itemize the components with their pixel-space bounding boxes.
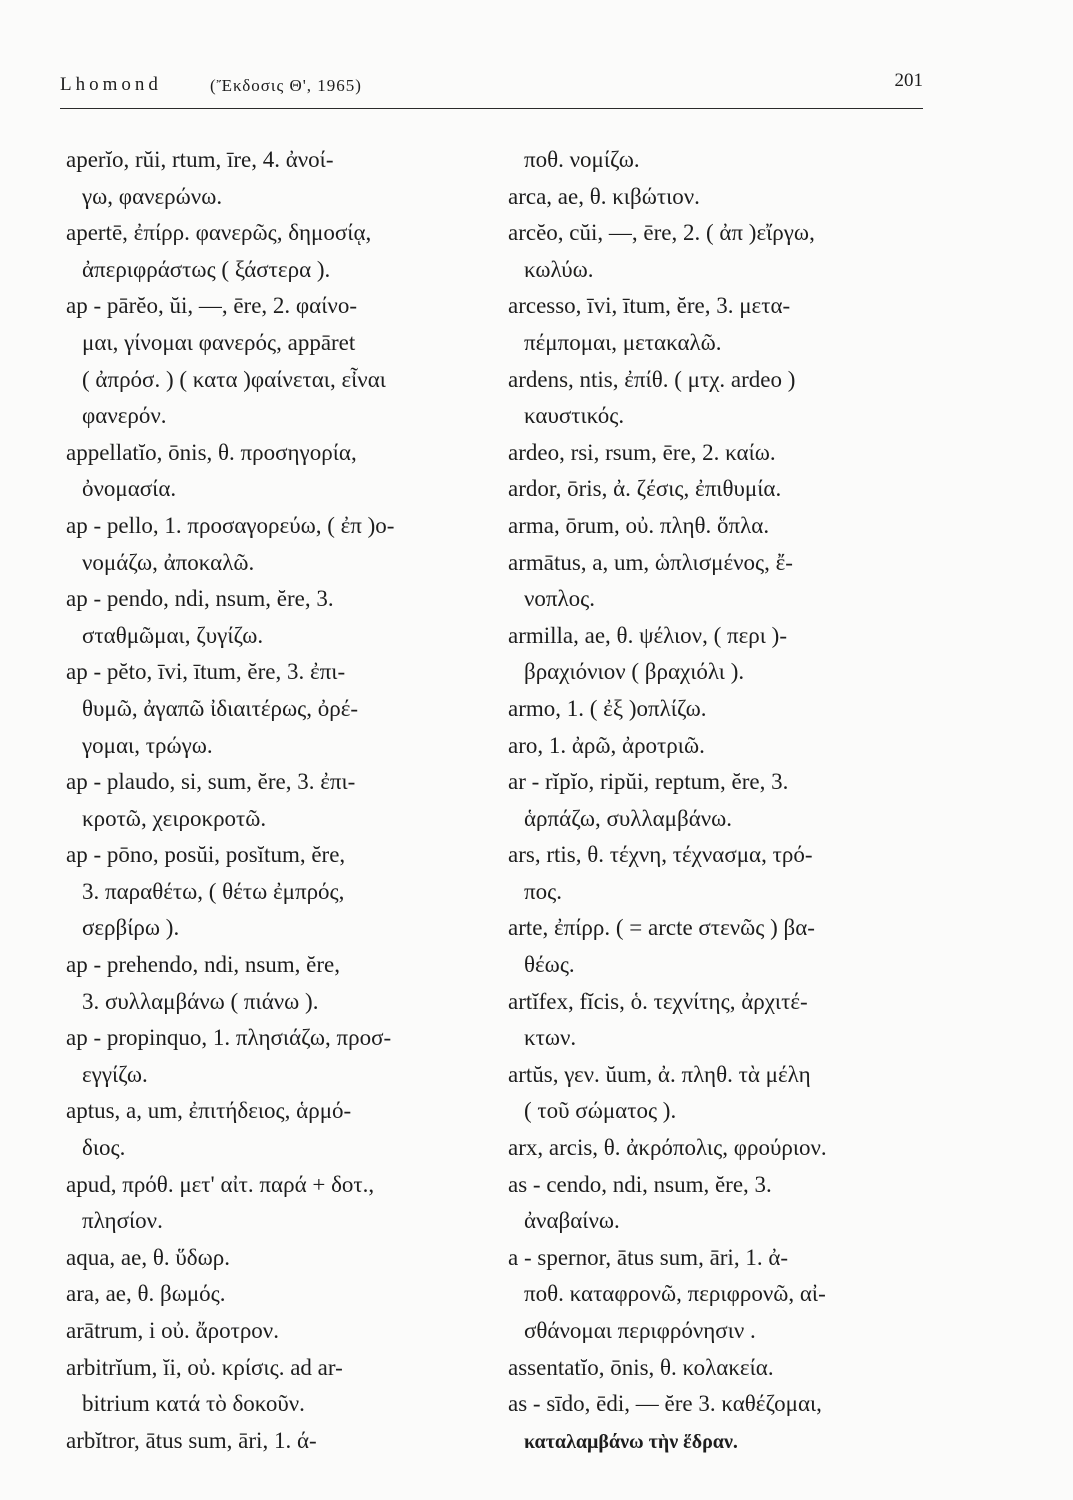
- entry-text: ar - rĭpĭo, ripŭi, reptum, ĕre, 3.: [508, 769, 789, 795]
- entry-text: φανερόν.: [82, 403, 167, 429]
- entry-line: [508, 984, 938, 1021]
- entry-line: [66, 984, 486, 1021]
- header-rule: [60, 108, 923, 109]
- entry-line: [66, 398, 486, 435]
- entry-line: [508, 654, 938, 691]
- entry-text: appellatĭo, ōnis, θ. προσηγορία,: [66, 439, 357, 465]
- entry-line: [508, 1386, 938, 1423]
- entry-line: [508, 325, 938, 362]
- entry-text: bitrium κατά τὸ δοκοῦν.: [82, 1391, 305, 1417]
- entry-text: γω, φανερώνω.: [82, 183, 223, 209]
- entry-text: νομάζω, ἀποκαλῶ.: [82, 549, 255, 575]
- entry-line: [66, 691, 486, 728]
- running-title: Lhomond: [60, 74, 162, 95]
- entry-line: [508, 508, 938, 545]
- entry-text: apertē, ἐπίρρ. φανερῶς, δημοσίᾳ,: [66, 220, 372, 246]
- entry-text: ardeo, rsi, rsum, ēre, 2. καίω.: [508, 439, 776, 465]
- entry-text: βραχιόνιον ( βραχιόλι ).: [524, 659, 745, 685]
- entry-line: [508, 728, 938, 765]
- entry-line: [66, 1057, 486, 1094]
- entry-text: arca, ae, θ. κιβώτιον.: [508, 183, 700, 209]
- entry-line: [508, 398, 938, 435]
- entry-line: [66, 1350, 486, 1387]
- entry-line: [508, 581, 938, 618]
- entry-text: εγγίζω.: [82, 1061, 148, 1087]
- entry-text: ποθ. καταφρονῶ, περιφρονῶ, αἰ-: [524, 1281, 826, 1307]
- entry-text: ap - plaudo, si, sum, ĕre, 3. ἐπι-: [66, 769, 356, 795]
- entry-line: [66, 910, 486, 947]
- entry-line: [66, 874, 486, 911]
- entry-text: κωλύω.: [524, 256, 594, 282]
- entry-text: aro, 1. ἀρῶ, ἀροτριῶ.: [508, 732, 705, 758]
- entry-text: as - cendo, ndi, nsum, ĕre, 3.: [508, 1171, 772, 1197]
- entry-text: armātus, a, um, ὡπλισμένος, ἔ-: [508, 549, 793, 575]
- entry-line: [66, 325, 486, 362]
- entry-line: [66, 252, 486, 289]
- entry-text: κτων.: [524, 1025, 577, 1051]
- entry-line: [66, 728, 486, 765]
- entry-text: arcesso, īvi, ītum, ĕre, 3. μετα-: [508, 293, 791, 319]
- entry-text: ( ἀπρόσ. ) ( κατα )φαίνεται, εἶναι: [82, 366, 386, 392]
- entry-line: [66, 1386, 486, 1423]
- entry-line: [508, 1057, 938, 1094]
- entry-text: aqua, ae, θ. ὕδωρ.: [66, 1244, 230, 1270]
- entry-text: κροτῶ, χειροκροτῶ.: [82, 805, 267, 831]
- page-number: 201: [894, 70, 923, 91]
- entry-text: ( τοῦ σώματος ).: [524, 1098, 677, 1124]
- entry-text: ap - pello, 1. προσαγορεύω, ( ἐπ )ο-: [66, 512, 395, 538]
- entry-text: ap - propinquo, 1. πλησιάζω, προσ-: [66, 1025, 392, 1051]
- entry-text: arx, arcis, θ. ἀκρόπολις, φρούριον.: [508, 1135, 827, 1161]
- entry-text: μαι, γίνομαι φανερός, appāret: [82, 329, 356, 355]
- entry-text: arcĕo, cŭi, —, ēre, 2. ( ἀπ )εἴργω,: [508, 220, 815, 246]
- entry-text: apud, πρόθ. μετ' αἰτ. παρά + δοτ.,: [66, 1171, 375, 1197]
- entry-line: [66, 362, 486, 399]
- entry-line: [508, 142, 938, 179]
- entry-line: [66, 837, 486, 874]
- entry-line: [66, 508, 486, 545]
- entry-line: [508, 288, 938, 325]
- entry-text: ars, rtis, θ. τέχνη, τέχνασμα, τρό-: [508, 842, 813, 868]
- entry-text: as - sīdo, ēdi, — ĕre 3. καθέζομαι,: [508, 1391, 822, 1417]
- entry-line: [508, 1020, 938, 1057]
- entry-line: [508, 618, 938, 655]
- entry-text: ἀναβαίνω.: [524, 1208, 620, 1234]
- entry-text: σερβίρω ).: [82, 915, 180, 941]
- entry-text: γομαι, τρώγω.: [82, 732, 213, 758]
- entry-text: ap - pĕto, īvi, ītum, ĕre, 3. ἐπι-: [66, 659, 346, 685]
- entry-line: [66, 179, 486, 216]
- running-head: [60, 70, 923, 104]
- entry-text: arātrum, i οὐ. ἄροτρον.: [66, 1318, 279, 1343]
- entry-line: [508, 435, 938, 472]
- entry-line: [508, 1350, 938, 1387]
- entry-line: [508, 1423, 938, 1460]
- entry-text: arbitrĭum, ĭi, οὐ. κρίσις. ad ar-: [66, 1354, 343, 1380]
- entry-text: 3. παραθέτω, ( θέτω ἐμπρός,: [82, 878, 345, 904]
- entry-text: arbĭtror, ātus sum, āri, 1. ά-: [66, 1427, 317, 1453]
- running-edition: (Ἔκδοσις Θ', 1965): [210, 76, 362, 95]
- entry-line: [508, 179, 938, 216]
- entry-text: ardor, ōris, ἀ. ζέσις, ἐπιθυμία.: [508, 476, 782, 502]
- entry-line: [508, 215, 938, 252]
- entry-text: ap - prehendo, ndi, nsum, ĕre,: [66, 952, 341, 978]
- entry-line: [508, 910, 938, 947]
- entry-line: [66, 1130, 486, 1167]
- entry-line: [66, 1203, 486, 1240]
- entry-line: [66, 545, 486, 582]
- entry-text: 3. συλλαμβάνω ( πιάνω ).: [82, 988, 319, 1014]
- entry-line: [66, 947, 486, 984]
- entry-line: [66, 1240, 486, 1277]
- entry-line: [508, 1130, 938, 1167]
- entry-line: [66, 142, 486, 179]
- entry-text: σθάνομαι περιφρόνησιν .: [524, 1318, 756, 1343]
- entry-line: [66, 215, 486, 252]
- entry-text: πος.: [524, 878, 562, 904]
- entry-text: θέως.: [524, 952, 575, 978]
- right-column: [508, 142, 938, 1459]
- entry-line: [508, 1313, 938, 1350]
- entry-text: καυστικός.: [524, 403, 625, 429]
- entry-text: ap - pendo, ndi, nsum, ĕre, 3.: [66, 586, 334, 612]
- entry-line: [508, 691, 938, 728]
- entry-text: διος.: [82, 1135, 126, 1161]
- entry-line: [508, 764, 938, 801]
- entry-text: πέμπομαι, μετακαλῶ.: [524, 329, 722, 355]
- entry-line: [508, 471, 938, 508]
- entry-line: [508, 801, 938, 838]
- entry-line: [66, 1276, 486, 1313]
- entry-line: [66, 435, 486, 472]
- entry-text: σταθμῶμαι, ζυγίζω.: [82, 622, 264, 648]
- entry-line: [508, 1276, 938, 1313]
- entry-text: armo, 1. ( ἐξ )οπλίζω.: [508, 695, 707, 721]
- entry-line: [66, 471, 486, 508]
- entry-line: [66, 1313, 486, 1350]
- entry-text: ap - pōno, posŭi, posĭtum, ĕre,: [66, 842, 346, 868]
- entry-text: νοπλος.: [524, 586, 596, 612]
- entry-line: [66, 581, 486, 618]
- entry-text: ardens, ntis, ἐπίθ. ( μτχ. ardeo ): [508, 366, 796, 392]
- entry-text: arte, ἐπίρρ. ( = arcte στενῶς ) βα-: [508, 915, 815, 941]
- entry-text: arma, ōrum, οὐ. πληθ. ὅπλα.: [508, 512, 770, 538]
- entry-text: πλησίον.: [82, 1208, 163, 1234]
- entry-text: θυμῶ, ἀγαπῶ ἰδιαιτέρως, ὀρέ-: [82, 695, 359, 721]
- entry-text: assentatĭo, ōnis, θ. κολακεία.: [508, 1354, 774, 1380]
- entry-line: [508, 1167, 938, 1204]
- entry-line: [508, 837, 938, 874]
- entry-line: [508, 1093, 938, 1130]
- entry-text: ἀπεριφράστως ( ξάστερα ).: [82, 256, 331, 282]
- entry-text: aperĭo, rŭi, rtum, īre, 4. ἀνοί-: [66, 147, 334, 172]
- entry-line: [66, 1167, 486, 1204]
- left-column: [66, 142, 486, 1459]
- entry-line: [66, 654, 486, 691]
- entry-line: [508, 947, 938, 984]
- entry-line: [508, 362, 938, 399]
- entry-line: [508, 1240, 938, 1277]
- entry-text: ap - pārĕo, ŭi, —, ēre, 2. φαίνο-: [66, 293, 357, 319]
- entry-line: [508, 874, 938, 911]
- entry-text: ὀνομασία.: [82, 476, 177, 502]
- entry-line: [66, 801, 486, 838]
- entry-line: [66, 1093, 486, 1130]
- entry-text: a - spernor, ātus sum, āri, 1. ἀ-: [508, 1244, 789, 1270]
- entry-line: [66, 764, 486, 801]
- entry-line: [508, 545, 938, 582]
- entry-text: aptus, a, um, ἐπιτήδειος, ἁρμό-: [66, 1098, 352, 1124]
- entry-text: artĭfex, fĭcis, ὁ. τεχνίτης, ἀρχιτέ-: [508, 988, 808, 1014]
- entry-line: [66, 1020, 486, 1057]
- entry-line: [66, 288, 486, 325]
- entry-text: ara, ae, θ. βωμός.: [66, 1281, 226, 1307]
- entry-text: ἁρπάζω, συλλαμβάνω.: [524, 805, 733, 831]
- entry-line: [508, 1203, 938, 1240]
- entry-text: καταλαμβάνω τὴν ἕδραν.: [524, 1430, 738, 1453]
- entry-line: [66, 1423, 486, 1460]
- entry-line: [508, 252, 938, 289]
- entry-line: [66, 618, 486, 655]
- entry-text: artŭs, γεν. ŭum, ἀ. πληθ. τὰ μέλη: [508, 1061, 811, 1087]
- entry-text: armilla, ae, θ. ψέλιον, ( περι )-: [508, 622, 787, 648]
- entry-text: ποθ. νομίζω.: [524, 147, 640, 172]
